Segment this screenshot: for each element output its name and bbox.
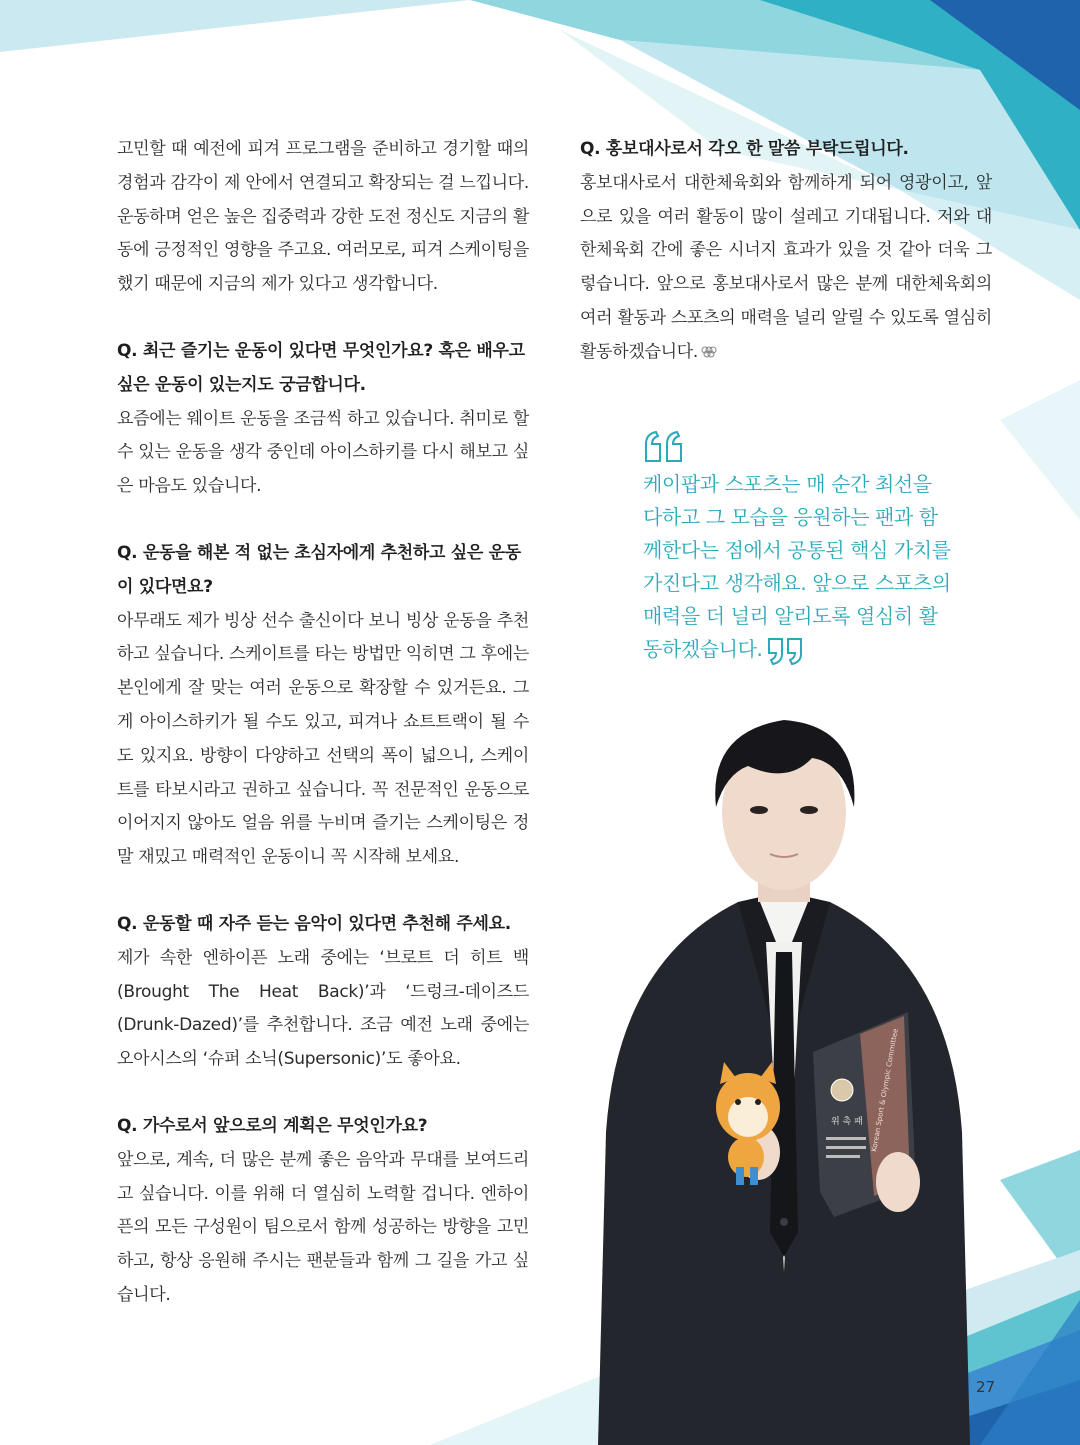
answer-paragraph: 앞으로, 계속, 더 많은 분께 좋은 음악과 무대를 보여드리고 싶습니다. 이를 위해 더 열심히 노력할 겁니다. 엔하이픈의 모든 구성원이 팀으로서 함께 성공하는 방향을 고민하고, 항상 응원해 주시는 팬분들과 함께 그 길을 가고 싶습니다.: [117, 1149, 529, 1305]
qa-block: [117, 908, 529, 1077]
question-heading: Q. 최근 즐기는 운동이 있다면 무엇인가요? 혹은 배우고 싶은 운동이 있는지도 궁금합니다.: [117, 340, 525, 395]
question-heading: Q. 홍보대사로서 각오 한 말씀 부탁드립니다.: [580, 139, 909, 159]
intro-block: [117, 133, 529, 302]
qa-block: [117, 1110, 529, 1313]
olympic-rings-end-mark-icon: [701, 345, 717, 359]
close-quote-icon: [766, 636, 806, 666]
left-column: [117, 133, 529, 1346]
right-column: [580, 133, 992, 370]
answer-paragraph: 요즘에는 웨이트 운동을 조금씩 하고 있습니다. 취미로 할 수 있는 운동을 생각 중인데 아이스하키를 다시 해보고 싶은 마음도 있습니다.: [117, 408, 529, 497]
portrait-photo: [598, 712, 970, 1445]
qa-block: [117, 335, 529, 504]
question-heading: Q. 운동할 때 자주 듣는 음악이 있다면 추천해 주세요.: [117, 913, 511, 934]
open-quote-icon: [643, 430, 687, 464]
plaque-side-text: Korean Sport & Olympic Committee: [870, 1027, 900, 1153]
answer-paragraph: 아무래도 제가 빙상 선수 출신이다 보니 빙상 운동을 추천하고 싶습니다. 스케이트를 타는 방법만 익히면 그 후에는 본인에게 잘 맞는 여러 운동으로 확장할 수 있거든요. 그게 아이스하키가 될 수도 있고, 피겨나 쇼트트랙이 될 수도 있지요. 방향이 다양하고 선택의 폭이 넓으니, 스케이트를 타보시라고 권하고 싶습니다. 꼭 전문적인 운동으로 이어지지 않아도 얼음 위를 누비며 즐기는 스케이팅은 정말 재밌고 매력적인 운동이니 꼭 시작해 보세요.: [117, 610, 529, 868]
question-heading: Q. 가수로서 앞으로의 계획은 무엇인가요?: [117, 1115, 428, 1136]
pull-quote-text: 케이팝과 스포츠는 매 순간 최선을 다하고 그 모습을 응원하는 팬과 함께한다는 점에서 공통된 핵심 가치를 가진다고 생각해요. 앞으로 스포츠의 매력을 더 널리 알리도록 열심히 활동하겠습니다.: [643, 472, 951, 661]
answer-paragraph: 제가 속한 엔하이픈 노래 중에는 ‘브로트 더 히트 백(Brought The Heat Back)’과 ‘드렁크-데이즈드(Drunk-Dazed)’를 추천합니다. 조금 예전 노래 중에는 오아시스의 ‘슈퍼 소닉(Supersonic)’도 좋아요.: [117, 947, 529, 1070]
answer-paragraph: [580, 167, 992, 370]
qa-block: [117, 537, 529, 875]
question-heading: Q. 운동을 해본 적 없는 초심자에게 추천하고 싶은 운동이 있다면요?: [117, 542, 521, 597]
pull-quote: [643, 430, 953, 666]
plaque-label: 위 촉 패: [831, 1117, 863, 1127]
page-number: 27: [976, 1378, 996, 1396]
intro-paragraph: 고민할 때 예전에 피겨 프로그램을 준비하고 경기할 때의 경험과 감각이 제 안에서 연결되고 확장되는 걸 느낍니다. 운동하며 얻은 높은 집중력과 강한 도전 정신도 지금의 활동에 긍정적인 영향을 주고요. 여러모로, 피겨 스케이팅을 했기 때문에 지금의 제가 있다고 생각합니다.: [117, 139, 529, 295]
pull-quote-paragraph: [643, 468, 953, 666]
answer-text: 홍보대사로서 대한체육회와 함께하게 되어 영광이고, 앞으로 있을 여러 활동이 많이 설레고 기대됩니다. 저와 대한체육회 간에 좋은 시너지 효과가 있을 것 같아 더욱 그렇습니다. 앞으로 홍보대사로서 많은 분께 대한체육회의 여러 활동과 스포츠의 매력을 널리 알릴 수 있도록 열심히 활동하겠습니다.: [580, 172, 992, 362]
